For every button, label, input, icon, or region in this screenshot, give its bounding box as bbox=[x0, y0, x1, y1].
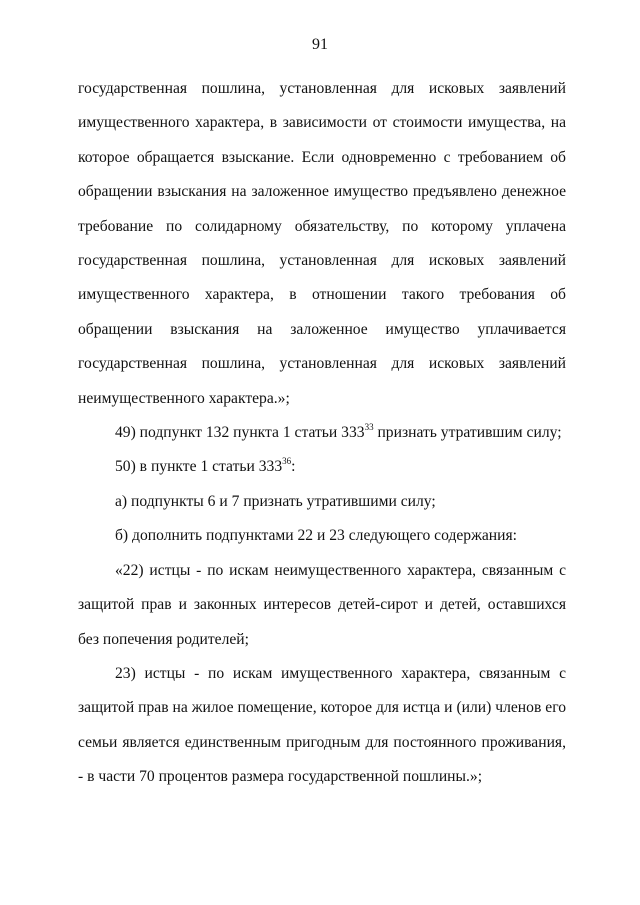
paragraph-subitem-b: б) дополнить подпунктами 22 и 23 следующего содержания: bbox=[115, 527, 517, 545]
item-49-text: 49) подпункт 132 пункта 1 статьи 333 bbox=[115, 424, 365, 442]
item-49-superscript: 33 bbox=[364, 422, 374, 433]
paragraph-item-49 bbox=[78, 416, 566, 450]
item-50-text: 50) в пункте 1 статьи 333 bbox=[115, 458, 283, 476]
item-49-text-end: признать утратившим силу; bbox=[373, 424, 562, 442]
paragraph-item-50 bbox=[78, 450, 566, 484]
paragraph-subitem-23: 23) истцы - по искам имущественного характера, связанным с защитой прав на жилое помещение, которое для истца и (или) членов его семьи является единственным пригодным для постоянного проживания, - в части 70 процентов размера государственной пошлины.»; bbox=[78, 664, 566, 786]
paragraph-continuation: государственная пошлина, установленная для исковых заявлений имущественного характера, в зависимости от стоимости имущества, на которое обращается взыскание. Если одновременно с требованием об обращении взыскания на заложенное имущество предъявлено денежное требование по солидарному обязательству, по которому уплачена государственная пошлина, установленная для исковых заявлений имущественного характера, в отношении такого требования об обращении взыскания на заложенное имущество уплачивается государственная пошлина, установленная для исковых заявлений неимущественного характера.»; bbox=[78, 80, 566, 407]
item-50-text-end: : bbox=[291, 458, 296, 476]
paragraph-subitem-a: а) подпункты 6 и 7 признать утратившими силу; bbox=[115, 492, 436, 510]
page-number: 91 bbox=[312, 36, 328, 53]
paragraph-subitem-22: «22) истцы - по искам неимущественного характера, связанным с защитой прав и законных интересов детей-сирот и детей, оставшихся без попечения родителей; bbox=[78, 561, 566, 648]
item-50-superscript: 36 bbox=[282, 456, 292, 467]
document-body bbox=[78, 72, 566, 795]
